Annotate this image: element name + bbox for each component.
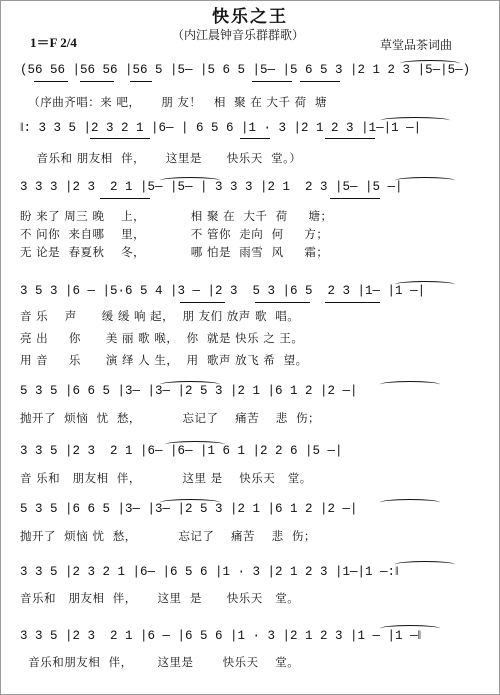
beam-mark xyxy=(130,81,152,82)
lyric-line-3a: 盼 来了 周三 晚 上， 相 聚 在 大千 荷 塘； xyxy=(20,209,333,223)
beam-mark xyxy=(325,138,375,139)
beam-mark xyxy=(300,81,340,82)
beam-mark xyxy=(255,302,310,303)
tie-mark xyxy=(395,561,455,568)
notation-line-5: 5 3 5 |6 6 5 |3— |3— |2 5 3 |2 1 |6 1 2 |2 —| xyxy=(20,384,358,398)
lyric-line-8: 音乐和 朋友相 伴， 这里 是 快乐天 堂。 xyxy=(20,591,300,605)
tie-mark xyxy=(160,381,220,388)
lyric-line-6: 音 乐和 朋友相 伴， 这里 是 快乐天 堂。 xyxy=(20,471,312,485)
beam-mark xyxy=(80,81,114,82)
tie-mark xyxy=(160,177,220,184)
lyric-line-7: 抛开了 烦恼 忧 愁， 忘记了 痛苦 悲 伤； xyxy=(20,529,316,543)
beam-mark xyxy=(34,81,68,82)
tie-mark xyxy=(395,177,455,184)
lyric-line-4a: 音 乐 声 缓 缓 响 起， 朋 友们 放声 歌 唱。 xyxy=(20,309,300,323)
tie-mark xyxy=(395,281,455,288)
lyric-line-5: 抛开了 烦恼 忧 愁， 忘记了 痛苦 悲 伤； xyxy=(20,411,321,425)
notation-line-1: (56 56 |56 56 |56 5 |5— |5 6 5 |5— |5 6 5 3 |2 1 2 3 |5—|5—) xyxy=(20,63,471,77)
song-subtitle: （内江晨钟音乐群群歌） xyxy=(172,28,305,42)
notation-line-4: 3 5 3 |6 — |5·6 5 4 |3 — |2 3 5 3 |6 5 2 3 |1— |1 —| xyxy=(20,284,426,298)
beam-mark xyxy=(240,138,270,139)
lyric-line-2: 音乐和 朋友相 伴， 这里是 快乐天 堂。） xyxy=(20,151,302,165)
notation-line-2: ‖: 3 3 5 |2 3 2 1 |6— | 6 5 6 |1 · 3 |2 1 2 3 |1—|1 —| xyxy=(20,121,422,135)
beam-mark xyxy=(330,198,380,199)
beam-mark xyxy=(325,302,380,303)
notation-line-8: 3 3 5 |2 3 2 1 |6— |6 5 6 |1 · 3 |2 1 2 3 |1—|1 —:‖ xyxy=(20,565,399,579)
lyric-line-1: （序曲齐唱：来 吧， 朋 友！ 相 聚 在 大千 荷 塘 xyxy=(20,95,327,109)
song-title: 快乐之王 xyxy=(212,7,288,27)
tie-mark xyxy=(380,499,440,506)
tie-mark xyxy=(380,381,440,388)
tie-mark xyxy=(400,60,460,67)
lyric-line-4b: 亮 出 你 美 丽 歌 喉， 你 就是 快乐 之 王。 xyxy=(20,331,304,345)
notation-line-6: 3 3 5 |2 3 2 1 |6— |6— |1 6 1 |2 2 6 |5 —| xyxy=(20,444,343,458)
tie-mark xyxy=(380,625,440,632)
lyric-line-3c: 无 论是 春夏秋 冬， 哪 怕是 雨雪 风 霜； xyxy=(20,245,329,259)
lyric-line-9: 音乐和朋友相 伴， 这里是 快乐天 堂。 xyxy=(20,655,300,669)
lyric-line-4c: 用 音 乐 演 绎 人 生， 用 歌声 放飞 希 望。 xyxy=(20,353,308,367)
lyric-line-3b: 不 问你 来自哪 里， 不 管你 走向 何 方； xyxy=(20,227,329,241)
lyricist-credit: 草堂品茶词曲 xyxy=(380,38,453,52)
notation-line-3: 3 3 3 |2 3 2 1 |5— |5— | 3 3 3 |2 1 2 3 |5— |5 —| xyxy=(20,180,403,194)
tie-mark xyxy=(380,117,450,124)
beam-mark xyxy=(90,138,150,139)
beam-mark xyxy=(180,302,225,303)
beam-mark xyxy=(100,198,150,199)
notation-line-9: 3 3 5 |2 3 2 1 |6 — |6 5 6 |1 · 3 |2 1 2 3 |1 — |1 —‖ xyxy=(20,629,422,643)
tie-mark xyxy=(165,441,225,448)
beam-mark xyxy=(252,81,292,82)
notation-line-7: 5 3 5 |6 6 5 |3— |3— |2 5 3 |2 1 |6 1 2 |2 —| xyxy=(20,502,358,516)
tie-mark xyxy=(160,499,220,506)
key-signature: 1＝F 2/4 xyxy=(30,35,77,50)
